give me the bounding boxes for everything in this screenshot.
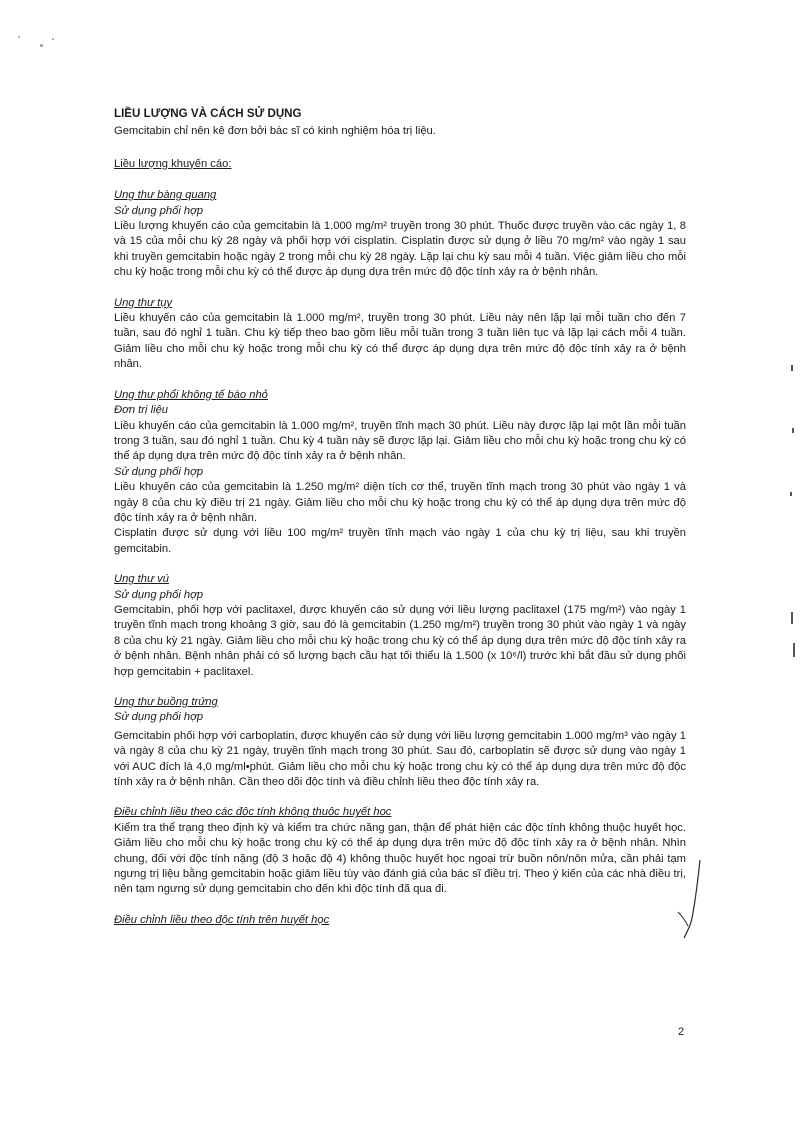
section-title: Điều chỉnh liều theo độc tính trên huyết học (114, 913, 330, 926)
scan-edge-mark (792, 428, 794, 433)
section-title: Ung thư vú (114, 573, 169, 586)
dosage-section (114, 188, 686, 280)
dosage-section (114, 695, 686, 790)
dosage-sections (114, 188, 686, 928)
dosage-paragraph: Liều khuyến cáo của gemcitabin là 1.000 mg/m², truyền tĩnh mạch 30 phút. Liều này được lặp lại một lần mỗi tuần trong 3 tuần, sau đó nghỉ 1 tuần. Chu kỳ 4 tuần này sẽ được lặp lại. Giảm liều cho mỗi chu kỳ hoặc trong chu kỳ có thể áp dụng dựa trên mức độ độc tính xảy ra ở bệnh nhân. (114, 419, 686, 463)
dosage-section (114, 296, 686, 373)
scan-speck (52, 38, 54, 40)
page-number: 2 (678, 1026, 685, 1038)
dosage-paragraph: Gemcitabin phối hợp với carboplatin, được khuyến cáo sử dụng với liều lượng gemcitabin 1.000 mg/m³ vào ngày 1 và ngày 8 của chu kỳ 21 ngày, truyền tĩnh mạch trong 30 phút. Sau đó, carboplatin sẽ được sử dụng vào ngày 1 với AUC đích là 4,0 mg/ml•phút. Giảm liều cho mỗi chu kỳ hoặc trong chu kỳ có thể áp dụng dựa trên mức độ độc tính xảy ra ở bệnh nhân. Cần theo dõi độc tính và điều chỉnh liều theo độc tính xảy ra. (114, 729, 686, 789)
dosage-section (114, 805, 686, 897)
usage-subtitle: Sử dụng phối hợp (114, 204, 204, 217)
dosage-section (114, 913, 686, 928)
dosage-paragraph: Kiểm tra thể trạng theo định kỳ và kiểm tra chức năng gan, thận để phát hiện các độc tính không thuộc huyết học. Giảm liều cho mỗi chu kỳ hoặc trong chu kỳ có thể áp dụng dựa trên mức độ độc tính xảy ra ở bệnh nhân. Nhìn chung, đối với độc tính nặng (độ 3 hoặc độ 4) không thuộc huyết học ngoại trừ buồn nôn/nôn mửa, cần phải tạm ngưng trị liệu bằng gemcitabin hoặc giảm liều tùy vào đánh giá của bác sĩ điều trị. Theo ý kiến của các nhà điều trị, nên tạm ngưng sử dụng gemcitabin cho đến khi độc tính đã qua đi. (114, 821, 686, 896)
section-title: Điều chỉnh liều theo các độc tính không thuộc huyết học (114, 806, 392, 819)
dosage-section (114, 572, 686, 680)
usage-subtitle: Sử dụng phối hợp (114, 711, 204, 724)
recommended-dose-heading: Liều lượng khuyến cáo: (114, 157, 232, 170)
section-title: Ung thư bàng quang (114, 189, 217, 202)
dosage-paragraph: Gemcitabin, phối hợp với paclitaxel, được khuyến cáo sử dụng với liều lượng paclitaxel (175 mg/m²) vào ngày 1 truyền tĩnh mạch trong khoảng 3 giờ, sau đó là gemcitabin (1.250 mg/m²) truyền trong 30 phút vào ngày 1 và ngày 8 của chu kỳ 21 ngày. Giảm liều cho mỗi chu kỳ hoặc trong chu kỳ có thể áp dụng dựa trên mức độ độc tính xảy ra ở bệnh nhân. Bệnh nhân phải có số lượng bạch cầu hạt tối thiểu là 1.500 (x 10⁶/l) trước khi bắt đầu sử dụng phối hợp gemcitabin + paclitaxel. (114, 603, 686, 678)
dosage-section (114, 388, 686, 557)
intro-text: Gemcitabin chỉ nên kê đơn bởi bác sĩ có kinh nghiệm hóa trị liệu. (114, 125, 436, 138)
scan-edge-mark (790, 492, 792, 496)
document-body (114, 106, 686, 943)
dosage-paragraph: Cisplatin được sử dụng với liều 100 mg/m² truyền tĩnh mạch vào ngày 1 của chu kỳ trị liệu, sau khi truyền gemcitabin. (114, 527, 686, 555)
handwritten-pen-mark (676, 858, 706, 940)
dosage-paragraph: Liều khuyến cáo của gemcitabin là 1.000 mg/m², truyền trong 30 phút. Liều này nên lặp lại mỗi tuần cho đến 7 tuần, sau đó nghỉ 1 tuần. Chu kỳ tiếp theo bao gồm liều mỗi tuần trong 3 tuần liên tục và lặp lại cách mỗi 4 tuần. Giảm liều cho mỗi chu kỳ hoặc trong mỗi chu kỳ có thể được áp dụng dựa trên mức độ độc tính xảy ra ở bệnh nhân. (114, 312, 686, 371)
usage-subtitle: Sử dụng phối hợp (114, 588, 204, 601)
scan-edge-mark (791, 365, 793, 371)
section-title: Ung thư buồng trứng (114, 696, 218, 708)
section-title: Ung thư phổi không tế bào nhỏ (114, 388, 268, 401)
scan-speck (18, 36, 20, 38)
scan-edge-mark (793, 643, 795, 657)
section-title: Ung thư tụy (114, 296, 173, 309)
scan-speck (40, 44, 43, 47)
dosage-paragraph: Liều lượng khuyến cáo của gemcitabin là 1.000 mg/m² truyền trong 30 phút. Thuốc được truyền vào các ngày 1, 8 và 15 của mỗi chu kỳ 28 ngày và phối hợp với cisplatin. Cisplatin được sử dụng ở liều 70 mg/m² vào ngày 1 sau khi truyền gemcitabin hoặc ngày 2 trong mỗi chu kỳ 28 ngày. Lặp lại chu kỳ sau mỗi 4 tuần. Việc giảm liều cho mỗi chu kỳ hoặc trong mỗi chu kỳ có thể được áp dụng dựa trên mức độ độc tính xảy ra ở bệnh nhân. (114, 220, 686, 279)
scan-edge-mark (791, 612, 793, 624)
section-heading: LIỀU LƯỢNG VÀ CÁCH SỬ DỤNG (114, 107, 302, 120)
usage-subtitle: Sử dụng phối hợp (114, 465, 204, 478)
dosage-paragraph: Liều khuyến cáo của gemcitabin là 1.250 mg/m² diện tích cơ thể, truyền tĩnh mạch trong 30 phút vào ngày 1 và ngày 8 của chu kỳ điều trị 21 ngày. Giảm liều cho mỗi chu kỳ hoặc trong chu kỳ có thể áp dụng dựa trên mức độ độc tính xảy ra ở bệnh nhân. (114, 481, 686, 524)
usage-subtitle: Đơn trị liệu (114, 404, 169, 417)
